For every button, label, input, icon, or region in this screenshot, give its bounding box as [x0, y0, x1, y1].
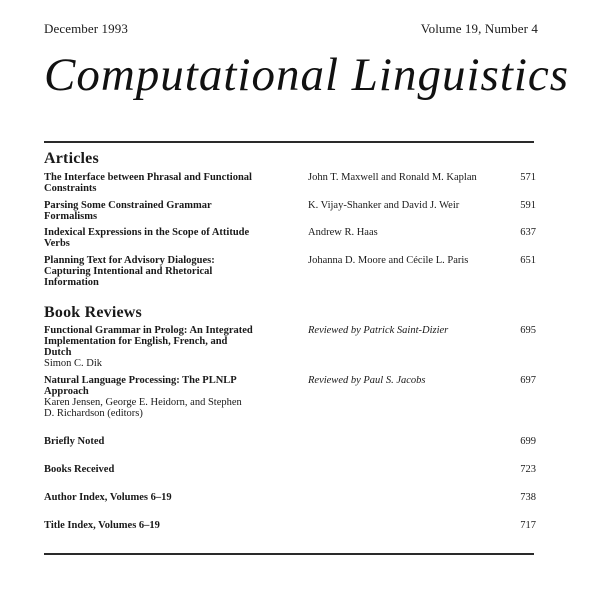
misc-title: Title Index, Volumes 6–19 [44, 520, 160, 531]
article-entry [44, 227, 269, 249]
misc-page: 738 [520, 492, 536, 503]
article-title-line: The Interface between Phrasal and Functional [44, 172, 252, 183]
book-author: Karen Jensen, George E. Heidorn, and Stephen [44, 397, 242, 408]
book-author: Simon C. Dik [44, 358, 103, 369]
book-review-entry [44, 325, 269, 369]
article-page: 591 [520, 200, 536, 211]
article-title-line: Formalisms [44, 211, 98, 222]
book-title-line: Dutch [44, 347, 72, 358]
article-page: 651 [520, 255, 536, 266]
article-entry [44, 172, 269, 194]
article-title-line: Parsing Some Constrained Grammar [44, 200, 212, 211]
article-title-line: Information [44, 277, 99, 288]
article-title-line: Verbs [44, 238, 70, 249]
article-authors: John T. Maxwell and Ronald M. Kaplan [308, 172, 477, 183]
article-title-line: Indexical Expressions in the Scope of Attitude [44, 227, 250, 238]
book-reviews-heading: Book Reviews [44, 304, 142, 321]
top-rule [44, 141, 534, 143]
book-title-line: Natural Language Processing: The PLNLP [44, 375, 237, 386]
article-title-line: Planning Text for Advisory Dialogues: [44, 255, 215, 266]
issue-date: December 1993 [44, 21, 128, 36]
misc-page: 699 [520, 436, 536, 447]
misc-title: Briefly Noted [44, 436, 105, 447]
book-title-line: Approach [44, 386, 89, 397]
book-review-page: 697 [520, 375, 536, 386]
book-title-line: Implementation for English, French, and [44, 336, 228, 347]
misc-title: Author Index, Volumes 6–19 [44, 492, 172, 503]
article-title-line: Capturing Intentional and Rhetorical [44, 266, 213, 277]
articles-heading: Articles [44, 150, 99, 167]
journal-title: Computational Linguistics [44, 49, 570, 101]
article-authors: K. Vijay-Shanker and David J. Weir [308, 200, 460, 211]
book-reviewer: Reviewed by Patrick Saint-Dizier [308, 325, 449, 336]
article-authors: Andrew R. Haas [308, 227, 378, 238]
book-title-line: Functional Grammar in Prolog: An Integrated [44, 325, 253, 336]
article-entry [44, 200, 269, 222]
misc-title: Books Received [44, 464, 115, 475]
article-page: 571 [520, 172, 536, 183]
book-review-page: 695 [520, 325, 536, 336]
book-reviewer: Reviewed by Paul S. Jacobs [308, 375, 426, 386]
bottom-rule [44, 553, 534, 555]
article-page: 637 [520, 227, 536, 238]
misc-page: 723 [520, 464, 536, 475]
article-entry [44, 255, 269, 288]
article-authors: Johanna D. Moore and Cécile L. Paris [308, 255, 469, 266]
book-author: D. Richardson (editors) [44, 408, 143, 419]
book-review-entry [44, 375, 269, 419]
issue-volume: Volume 19, Number 4 [420, 21, 538, 36]
misc-page: 717 [520, 520, 536, 531]
article-title-line: Constraints [44, 183, 97, 194]
